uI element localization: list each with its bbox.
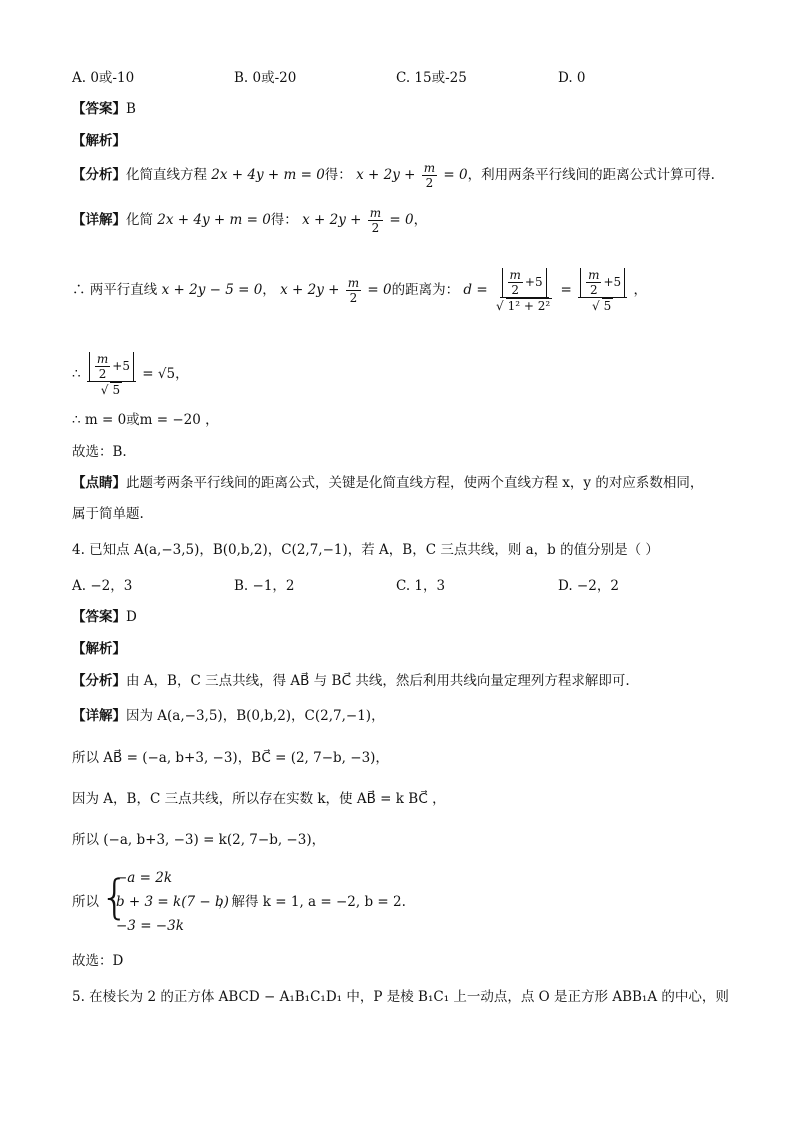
distance-fraction-2: $\frac{m}{2}$ +5 √ 5 xyxy=(578,268,627,313)
q4-fenxi-line: 【分析】由 A，B，C 三点共线，得 AB⃗ 与 BC⃗ 共线，然后利用共线向量定理列方程求解即可. xyxy=(72,673,630,689)
q3-xiangjie-line: 【详解】化简 2x + 4y + m = 0得： x + 2y + $\frac{m}{2}$ = 0， xyxy=(72,206,428,235)
q4-xiangjie-line: 【详解】因为 A(a,−3,5)，B(0,b,2)，C(2,7,−1)， xyxy=(72,708,385,724)
q4-vectors-line: 所以 AB⃗ = (−a, b+3, −3)，BC⃗ = (2, 7−b, −3)， xyxy=(72,750,389,766)
fraction: $\frac{m}{2}$ xyxy=(347,276,360,305)
q4-option-c: C. 1，3 xyxy=(396,578,446,594)
q3-option-c: C. 15或-25 xyxy=(396,70,467,86)
distance-fraction-1: $\frac{m}{2}$ +5 √ 1² + 2² xyxy=(495,268,551,313)
q5-stem: 5. 在棱长为 2 的正方体 ABCD − A₁B₁C₁D₁ 中，P 是棱 B₁C₁ 上一动点，点 O 是正方形 ABB₁A 的中心，则 xyxy=(72,989,729,1005)
q4-equation-line: 所以 (−a, b+3, −3) = k(2, 7−b, −3)， xyxy=(72,832,326,848)
q4-equation-system: 所以 { −a = 2k b + 3 = k(7 − b) −3 = −3k ，解得 k = 1, a = −2, b = 2. xyxy=(72,870,406,934)
q4-option-b: B. −1，2 xyxy=(234,578,295,594)
q3-fenxi-line: 【分析】化简直线方程 2x + 4y + m = 0得： x + 2y + $\frac{m}{2}$ = 0，利用两条平行线间的距离公式计算可得. xyxy=(72,161,715,190)
q4-stem: 4. 已知点 A(a,−3,5)，B(0,b,2)，C(2,7,−1)，若 A，B，C 三点共线，则 a，b 的值分别是（ ） xyxy=(72,542,659,558)
q4-choose-line: 故选：D xyxy=(72,953,124,969)
q3-dianjing-line-1: 【点睛】此题考两条平行线间的距离公式，关键是化简直线方程，使两个直线方程 x，y 的对应系数相同， xyxy=(72,475,704,491)
answer-tag: 【答案】 xyxy=(72,101,126,117)
q4-answer-line: 【答案】D xyxy=(72,609,137,625)
q3-option-d: D. 0 xyxy=(558,70,586,86)
q3-option-b: B. 0或-20 xyxy=(234,70,297,86)
equation-fraction: $\frac{m}{2}$ +5 √ 5 xyxy=(87,352,136,397)
q4-collinear-line: 因为 A，B，C 三点共线，所以存在实数 k，使 AB⃗ = k BC⃗ ， xyxy=(72,791,446,807)
q4-analysis-tag: 【解析】 xyxy=(72,641,126,657)
q3-dianjing-line-2: 属于简单题. xyxy=(72,506,144,522)
left-brace-icon: { xyxy=(100,870,130,924)
q3-result-line: ∴ m = 0或m = −20 ， xyxy=(72,412,219,428)
q3-distance-line: ∴ 两平行直线 x + 2y − 5 = 0， x + 2y + $\frac{m}{2}$ = 0的距离为： d = $\frac{m}{2}$ +5 √ 1² + 2² = $\frac{m}{2}$ +5 √ 5 ， xyxy=(72,268,647,313)
fraction: $\frac{m}{2}$ xyxy=(423,161,436,190)
q3-analysis-tag: 【解析】 xyxy=(72,133,126,149)
answer-value: B xyxy=(126,101,136,117)
q4-option-d: D. −2，2 xyxy=(558,578,619,594)
q3-choose-line: 故选：B. xyxy=(72,444,127,460)
fraction: $\frac{m}{2}$ xyxy=(369,206,382,235)
q3-option-a: A. 0或-10 xyxy=(72,70,135,86)
q3-equation-line: ∴ $\frac{m}{2}$ +5 √ 5 = √5， xyxy=(72,352,189,397)
q4-option-a: A. −2，3 xyxy=(72,578,133,594)
q3-answer-line xyxy=(72,99,136,119)
